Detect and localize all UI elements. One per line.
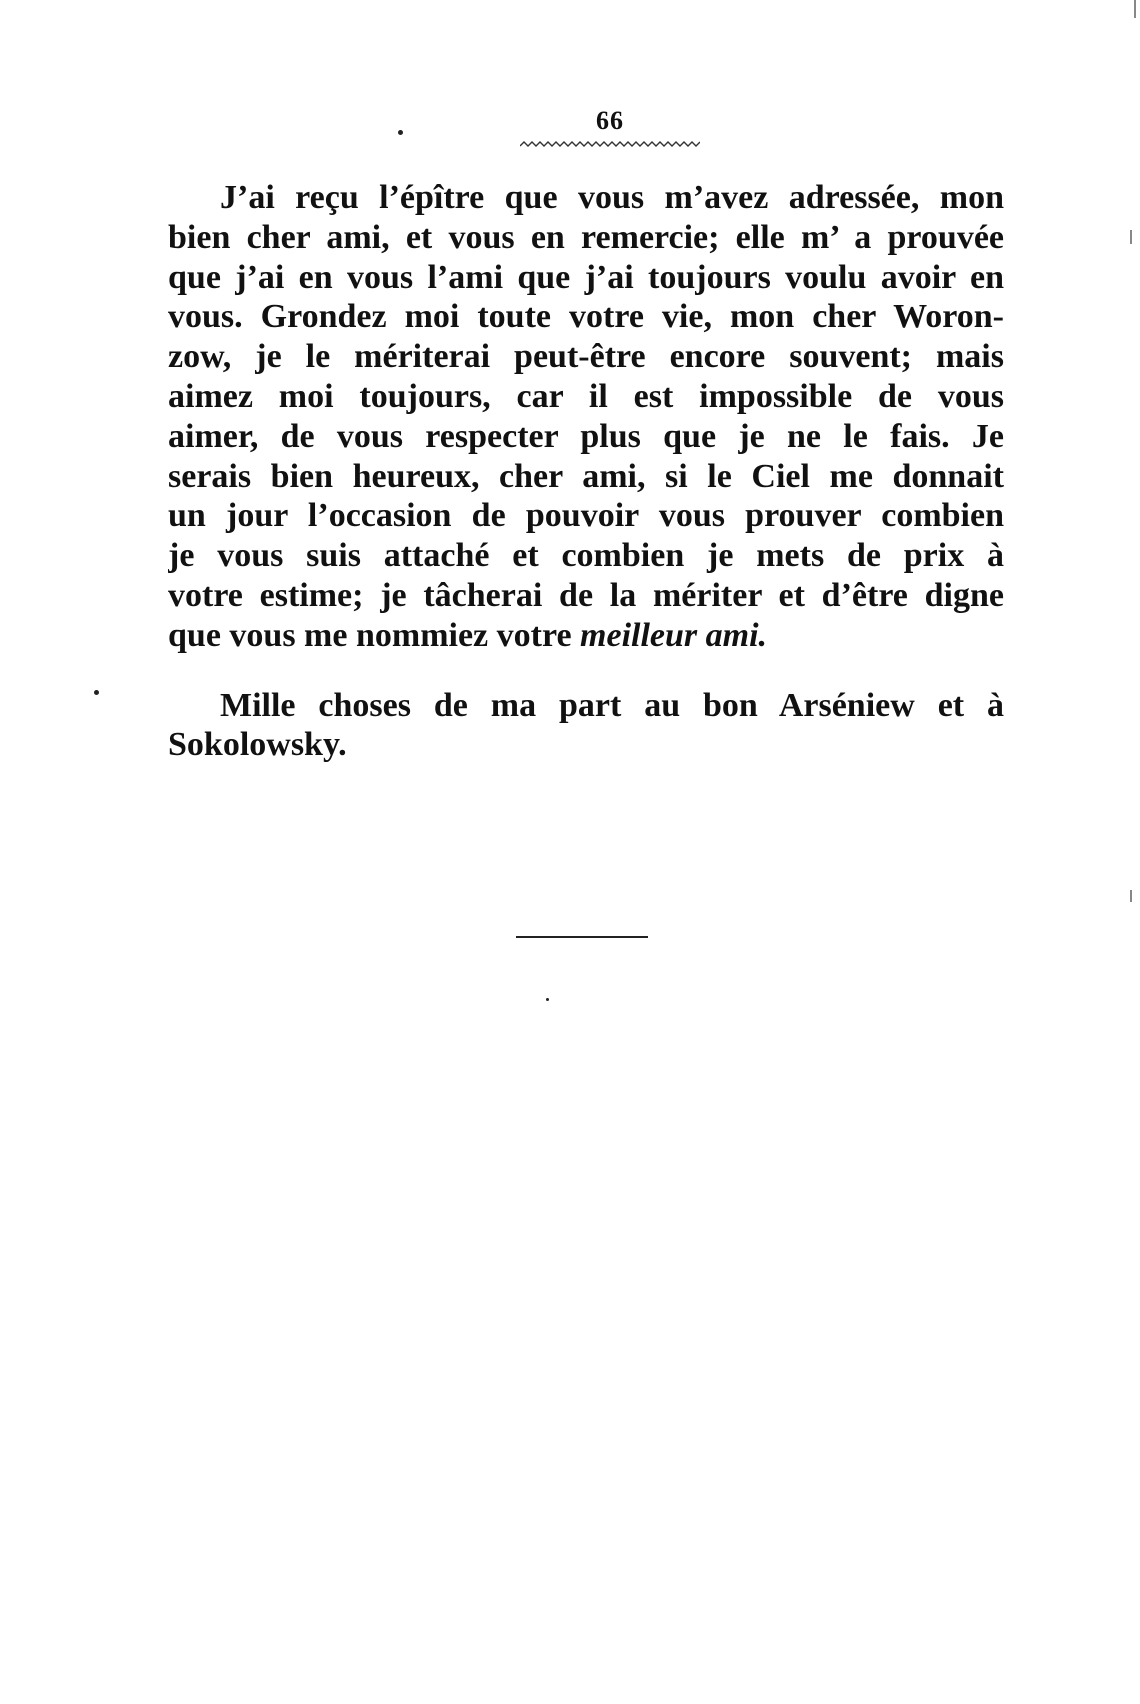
page-number: 66 [596,106,624,135]
letter-body [168,178,1004,765]
text-line: un jour l’occasion de pouvoir vous prouver combien [168,497,1004,535]
text-line: je vous suis attaché et combien je mets de prix à [168,537,1004,575]
text-line: vous. Grondez moi toute votre vie, mon cher Woron- [168,298,1004,336]
scan-edge-mark [1134,0,1136,18]
text-line: zow, je le mériterai peut-être encore souvent; mais [168,338,1004,376]
text-line: aimez moi toujours, car il est impossible de vous [168,377,1004,415]
paragraph-gap [168,656,1004,686]
text-line-closing [168,616,1004,656]
text-line: Sokolowsky. [168,726,347,764]
text-line: J’ai reçu l’épître que vous m’avez adressée, mon [220,179,1004,216]
text-line: serais bien heureux, cher ami, si le Ciel me donnait [168,457,1004,495]
scan-edge-mark [1130,230,1132,244]
stray-mark-dot [546,998,549,1001]
scan-edge-mark [1130,890,1132,902]
closing-rule [516,936,648,938]
text-line: que j’ai en vous l’ami que j’ai toujours voulu avoir en [168,258,1004,296]
text-line: aimer, de vous respecter plus que je ne le fais. Je [168,417,1004,455]
italic-phrase: meilleur ami. [580,616,768,654]
stray-mark-dot [398,130,403,135]
text-line: bien cher ami, et vous en remercie; elle m’ a prouvée [168,218,1004,256]
stray-mark-dot [94,690,99,695]
text-line-prefix: que vous me nommiez votre [168,616,581,654]
text-line: votre estime; je tâcherai de la mériter et d’être digne [168,576,1004,614]
page-number-ornament [520,140,700,152]
text-line: Mille choses de ma part au bon Arséniew et à [220,686,1004,724]
